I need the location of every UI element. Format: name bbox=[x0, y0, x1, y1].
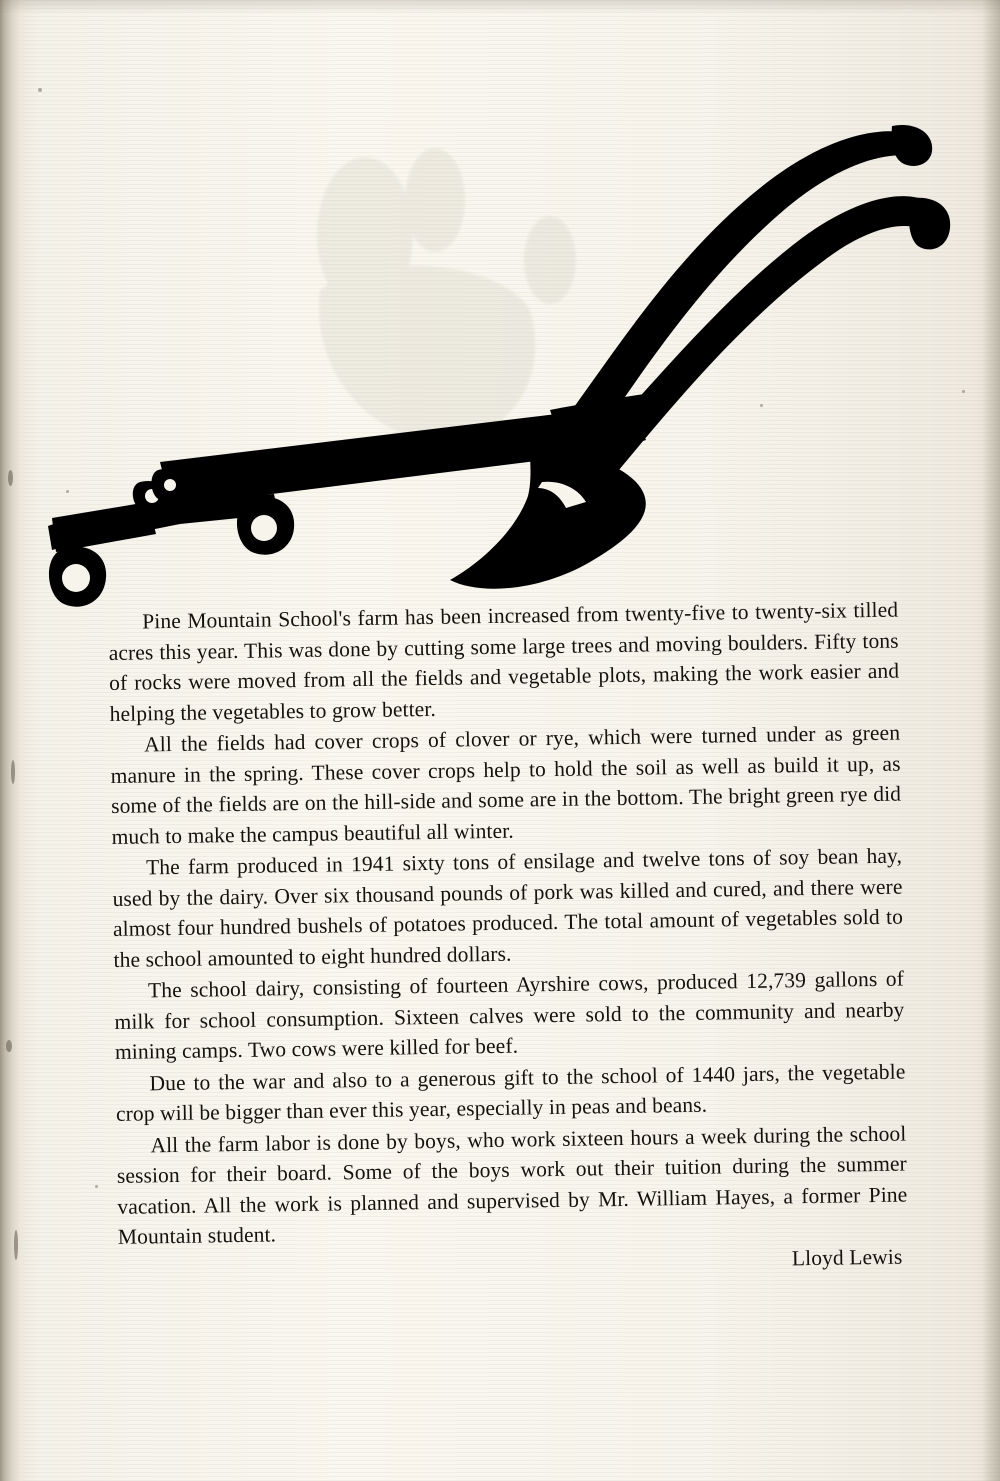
page-top-edge-shadow bbox=[0, 0, 1000, 14]
scan-speck bbox=[962, 390, 965, 393]
gutter-speck bbox=[14, 1230, 18, 1260]
paragraph: All the fields had cover crops of clover or rye, which were turned under as green manure in the spring. These cover crops help to hold the soil as well as build it up, as some of the fields are on the hill-side and some are in the bottom. The bright green rye did much to make the campus beautiful all winter. bbox=[110, 720, 902, 849]
paragraph: Due to the war and also to a generous gift to the school of 1440 jars, the vegetable crop will be bigger than ever this year, especially in peas and beans. bbox=[115, 1059, 906, 1127]
article-body bbox=[108, 595, 909, 1286]
paragraph: All the farm labor is done by boys, who work sixteen hours a week during the school session for their board. Some of the boys work out their tuition during the summer vacation. All the work is planned and supervised by Mr. William Hayes, a former Pine Mountain student. bbox=[116, 1121, 908, 1250]
paragraph: Pine Mountain School's farm has been increased from twenty-five to twenty-six tilled acres this year. This was done by cutting some large trees and moving boulders. Fifty tons of rocks were moved from all the fields and vegetable plots, making the work easier and helping the vegetables to grow better. bbox=[108, 597, 900, 726]
paragraph: The school dairy, consisting of fourteen Ayrshire cows, produced 12,739 gallons of milk for school consumption. Sixteen calves were sold to the community and nearby mining camps. Two cows were killed for beef. bbox=[114, 966, 905, 1065]
page-right-edge-shadow bbox=[982, 0, 1000, 1481]
scan-speck bbox=[95, 1185, 98, 1188]
gutter-speck bbox=[6, 1040, 12, 1052]
scan-speck bbox=[38, 88, 42, 92]
walking-plow-woodcut bbox=[30, 110, 960, 610]
paragraph: The farm produced in 1941 sixty tons of ensilage and twelve tons of soy bean hay, used by the dairy. Over six thousand pounds of pork was killed and cured, and there were almost four hundred bushels of potatoes produced. The total amount of vegetables sold to the school amounted to eight hundred dollars. bbox=[112, 843, 904, 972]
gutter-speck bbox=[8, 470, 13, 486]
page-gutter-shadow bbox=[0, 0, 26, 1481]
article-byline: Lloyd Lewis bbox=[791, 1244, 903, 1271]
gutter-speck bbox=[11, 760, 15, 784]
